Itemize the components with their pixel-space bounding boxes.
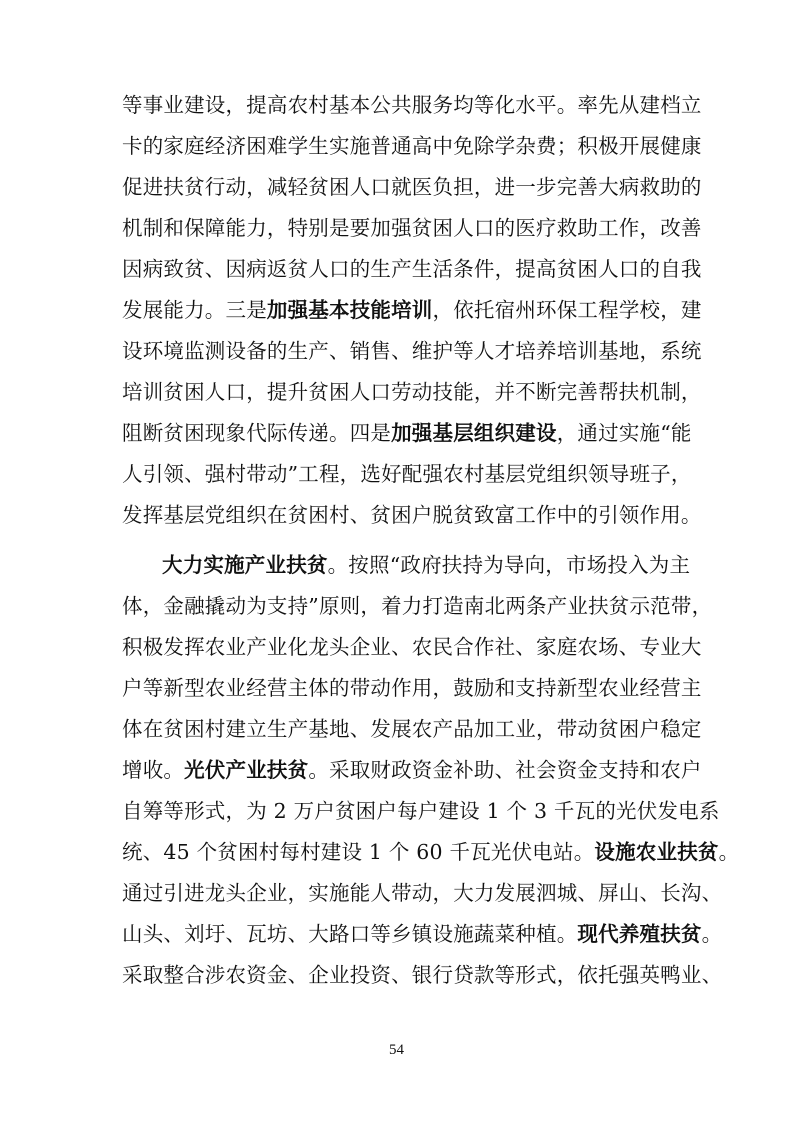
text-run: 采取整合涉农资金、企业投资、银行贷款等形式，依托强英鸭业、 [122, 963, 723, 987]
bold-heading-text: 加强基层组织建设 [391, 421, 557, 445]
text-run: 设环境监测设备的生产、销售、维护等人才培养培训基地，系统 [122, 339, 702, 363]
text-line [122, 628, 702, 666]
text-line [122, 833, 740, 871]
text-line [122, 455, 692, 493]
text-line [122, 414, 692, 452]
text-line [122, 546, 691, 584]
text-line [122, 874, 723, 912]
text-line [122, 956, 723, 994]
text-line [122, 209, 702, 247]
text-run: 。采取财政资金补助、社会资金支持和农户 [308, 758, 702, 782]
text-run: 自筹等形式，为 2 万户贫困户每户建设 1 个 3 千瓦的光伏发电系 [122, 799, 720, 823]
text-line [122, 332, 702, 370]
text-run: 发展能力。三是 [122, 298, 267, 322]
text-line [122, 751, 702, 789]
text-run: 卡的家庭经济困难学生实施普通高中免除学杂费；积极开展健康 [122, 134, 702, 158]
text-line [122, 915, 723, 953]
text-run: ，依托宿州环保工程学校，建 [432, 298, 702, 322]
text-run: 促进扶贫行动，减轻贫困人口就医负担，进一步完善大病救助的 [122, 175, 702, 199]
text-line [122, 792, 720, 830]
text-run: 山头、刘圩、瓦坊、大路口等乡镇设施蔬菜种植。 [122, 922, 578, 946]
text-line [122, 496, 702, 534]
text-run: 发挥基层党组织在贫困村、贫困户脱贫致富工作中的引领作用。 [122, 503, 702, 527]
text-run: 积极发挥农业产业化龙头企业、农民合作社、家庭农场、专业大 [122, 635, 702, 659]
text-line [122, 587, 713, 625]
bold-heading-text: 现代养殖扶贫 [577, 922, 702, 946]
text-run: 体在贫困村建立生产基地、发展农产品加工业，带动贫困户稳定 [122, 717, 702, 741]
text-run: 因病致贫、因病返贫人口的生产生活条件，提高贫困人口的自我 [122, 257, 702, 281]
text-line [122, 710, 702, 748]
text-run: 。 [701, 922, 723, 946]
text-line [122, 373, 702, 411]
bold-heading-text: 加强基本技能培训 [266, 298, 433, 322]
text-run: 统、45 个贫困村每村建设 1 个 60 千瓦光伏电站。 [122, 840, 595, 864]
bold-heading-text: 大力实施产业扶贫 [162, 553, 328, 577]
text-run: 培训贫困人口，提升贫困人口劳动技能，并不断完善帮扶机制， [122, 380, 702, 404]
text-run: 户等新型农业经营主体的带动作用，鼓励和支持新型农业经营主 [122, 676, 702, 700]
text-run: 机制和保障能力，特别是要加强贫困人口的医疗救助工作，改善 [122, 216, 702, 240]
text-line [122, 250, 702, 288]
text-line [122, 291, 702, 329]
text-line [122, 669, 702, 707]
text-run: ，通过实施“能 [556, 421, 692, 445]
text-run: 等事业建设，提高农村基本公共服务均等化水平。率先从建档立 [122, 93, 702, 117]
text-run: 人引领、强村带动”工程，选好配强农村基层党组织领导班子， [122, 462, 692, 486]
page-number: 54 [389, 1042, 404, 1058]
bold-heading-text: 设施农业扶贫 [594, 840, 719, 864]
text-run: 。 [718, 840, 740, 864]
bold-heading-text: 光伏产业扶贫 [184, 758, 309, 782]
text-line [122, 86, 702, 124]
text-run: 阻断贫困现象代际传递。四是 [122, 421, 392, 445]
text-run: 增收。 [122, 758, 185, 782]
text-run: 通过引进龙头企业，实施能人带动，大力发展泗城、屏山、长沟、 [122, 881, 723, 905]
text-run: 。按照“政府扶持为导向，市场投入为主 [327, 553, 691, 577]
text-run: 体，金融撬动为支持”原则，着力打造南北两条产业扶贫示范带， [122, 594, 713, 618]
text-line [122, 127, 702, 165]
text-line [122, 168, 702, 206]
